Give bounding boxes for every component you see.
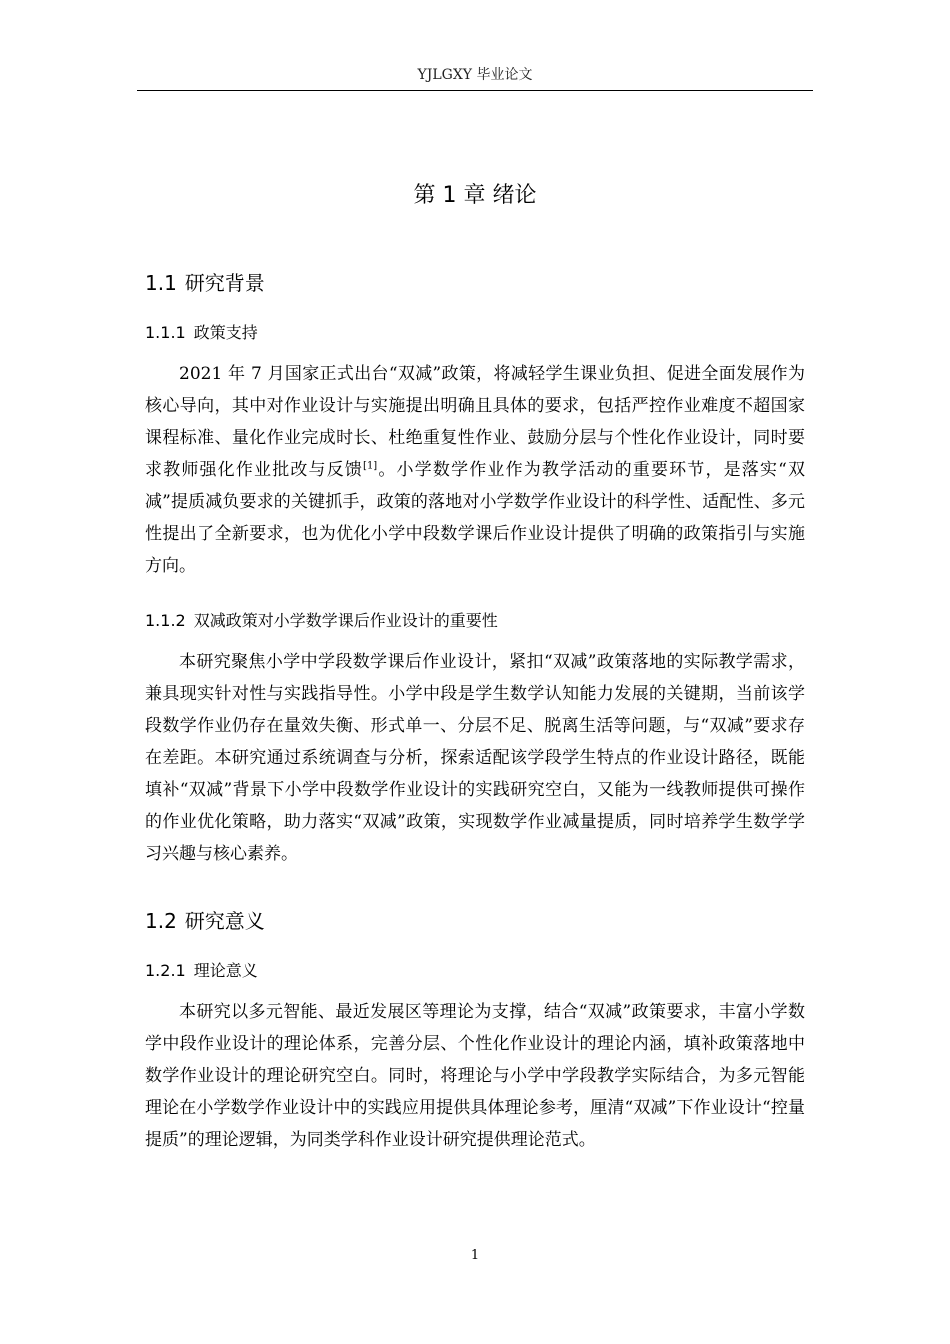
paragraph-text: 2021 年 7 月国家正式出台“双减”政策，将减轻学生课业负担、促进全面发展作为核心导向，其中对作业设计与实施提出明确且具体的要求，包括严控作业难度不超国家课程标准、量化作业完成时长、杜绝重复性作业、鼓励分层与个性化作业设计，同时要求教师强化作业批改与反馈 <box>145 364 805 480</box>
section-title: 研究背景 <box>184 271 265 295</box>
subsection-heading-1-2-1 <box>145 946 805 996</box>
paragraph-text: 。小学数学作业作为教学活动的重要环节，是落实“双减”提质减负要求的关键抓手，政策的落地对小学数学作业设计的科学性、适配性、多元性提出了全新要求，也为优化小学中段数学课后作业设计提供了明确的政策指引与实施方向。 <box>145 460 805 576</box>
subsection-heading-1-1-1 <box>145 308 805 358</box>
subsection-title: 政策支持 <box>193 323 258 342</box>
citation-ref[interactable]: [1] <box>363 460 378 472</box>
subsection-number: 1.1.2 <box>145 611 186 630</box>
section-number: 1.2 <box>145 909 177 933</box>
paragraph-theoretical-significance: 本研究以多元智能、最近发展区等理论为支撑，结合“双减”政策要求，丰富小学数学中段作业设计的理论体系，完善分层、个性化作业设计的理论内涵，填补政策落地中数学作业设计的理论研究空白。同时，将理论与小学中学段教学实际结合，为多元智能理论在小学数学作业设计中的实践应用提供具体理论参考，厘清“双减”下作业设计“控量提质”的理论逻辑，为同类学科作业设计研究提供理论范式。 <box>145 1002 805 1150</box>
page-number: 1 <box>470 1248 480 1263</box>
paragraph-policy-support <box>145 358 805 582</box>
section-heading-1-2 <box>145 896 805 946</box>
chapter-title: 第 1 章 绪论 <box>413 183 537 208</box>
section-number: 1.1 <box>145 271 177 295</box>
subsection-title: 理论意义 <box>193 961 258 980</box>
subsection-number: 1.2.1 <box>145 961 186 980</box>
page-header <box>137 60 813 91</box>
section-title: 研究意义 <box>184 909 265 933</box>
subsection-number: 1.1.1 <box>145 323 186 342</box>
document-body <box>145 170 805 1156</box>
header-title: YJLGXY 毕业论文 <box>417 67 533 83</box>
paragraph-importance: 本研究聚焦小学中学段数学课后作业设计，紧扣“双减”政策落地的实际教学需求，兼具现实针对性与实践指导性。小学中段是学生数学认知能力发展的关键期，当前该学段数学作业仍存在量效失衡、形式单一、分层不足、脱离生活等问题，与“双减”要求存在差距。本研究通过系统调查与分析，探索适配该学段学生特点的作业设计路径，既能填补“双减”背景下小学中段数学作业设计的实践研究空白，又能为一线教师提供可操作的作业优化策略，助力落实“双减”政策，实现数学作业减量提质，同时培养学生数学学习兴趣与核心素养。 <box>145 652 805 864</box>
section-heading-1-1 <box>145 258 805 308</box>
subsection-heading-1-1-2 <box>145 596 805 646</box>
subsection-title: 双减政策对小学数学课后作业设计的重要性 <box>193 611 498 630</box>
